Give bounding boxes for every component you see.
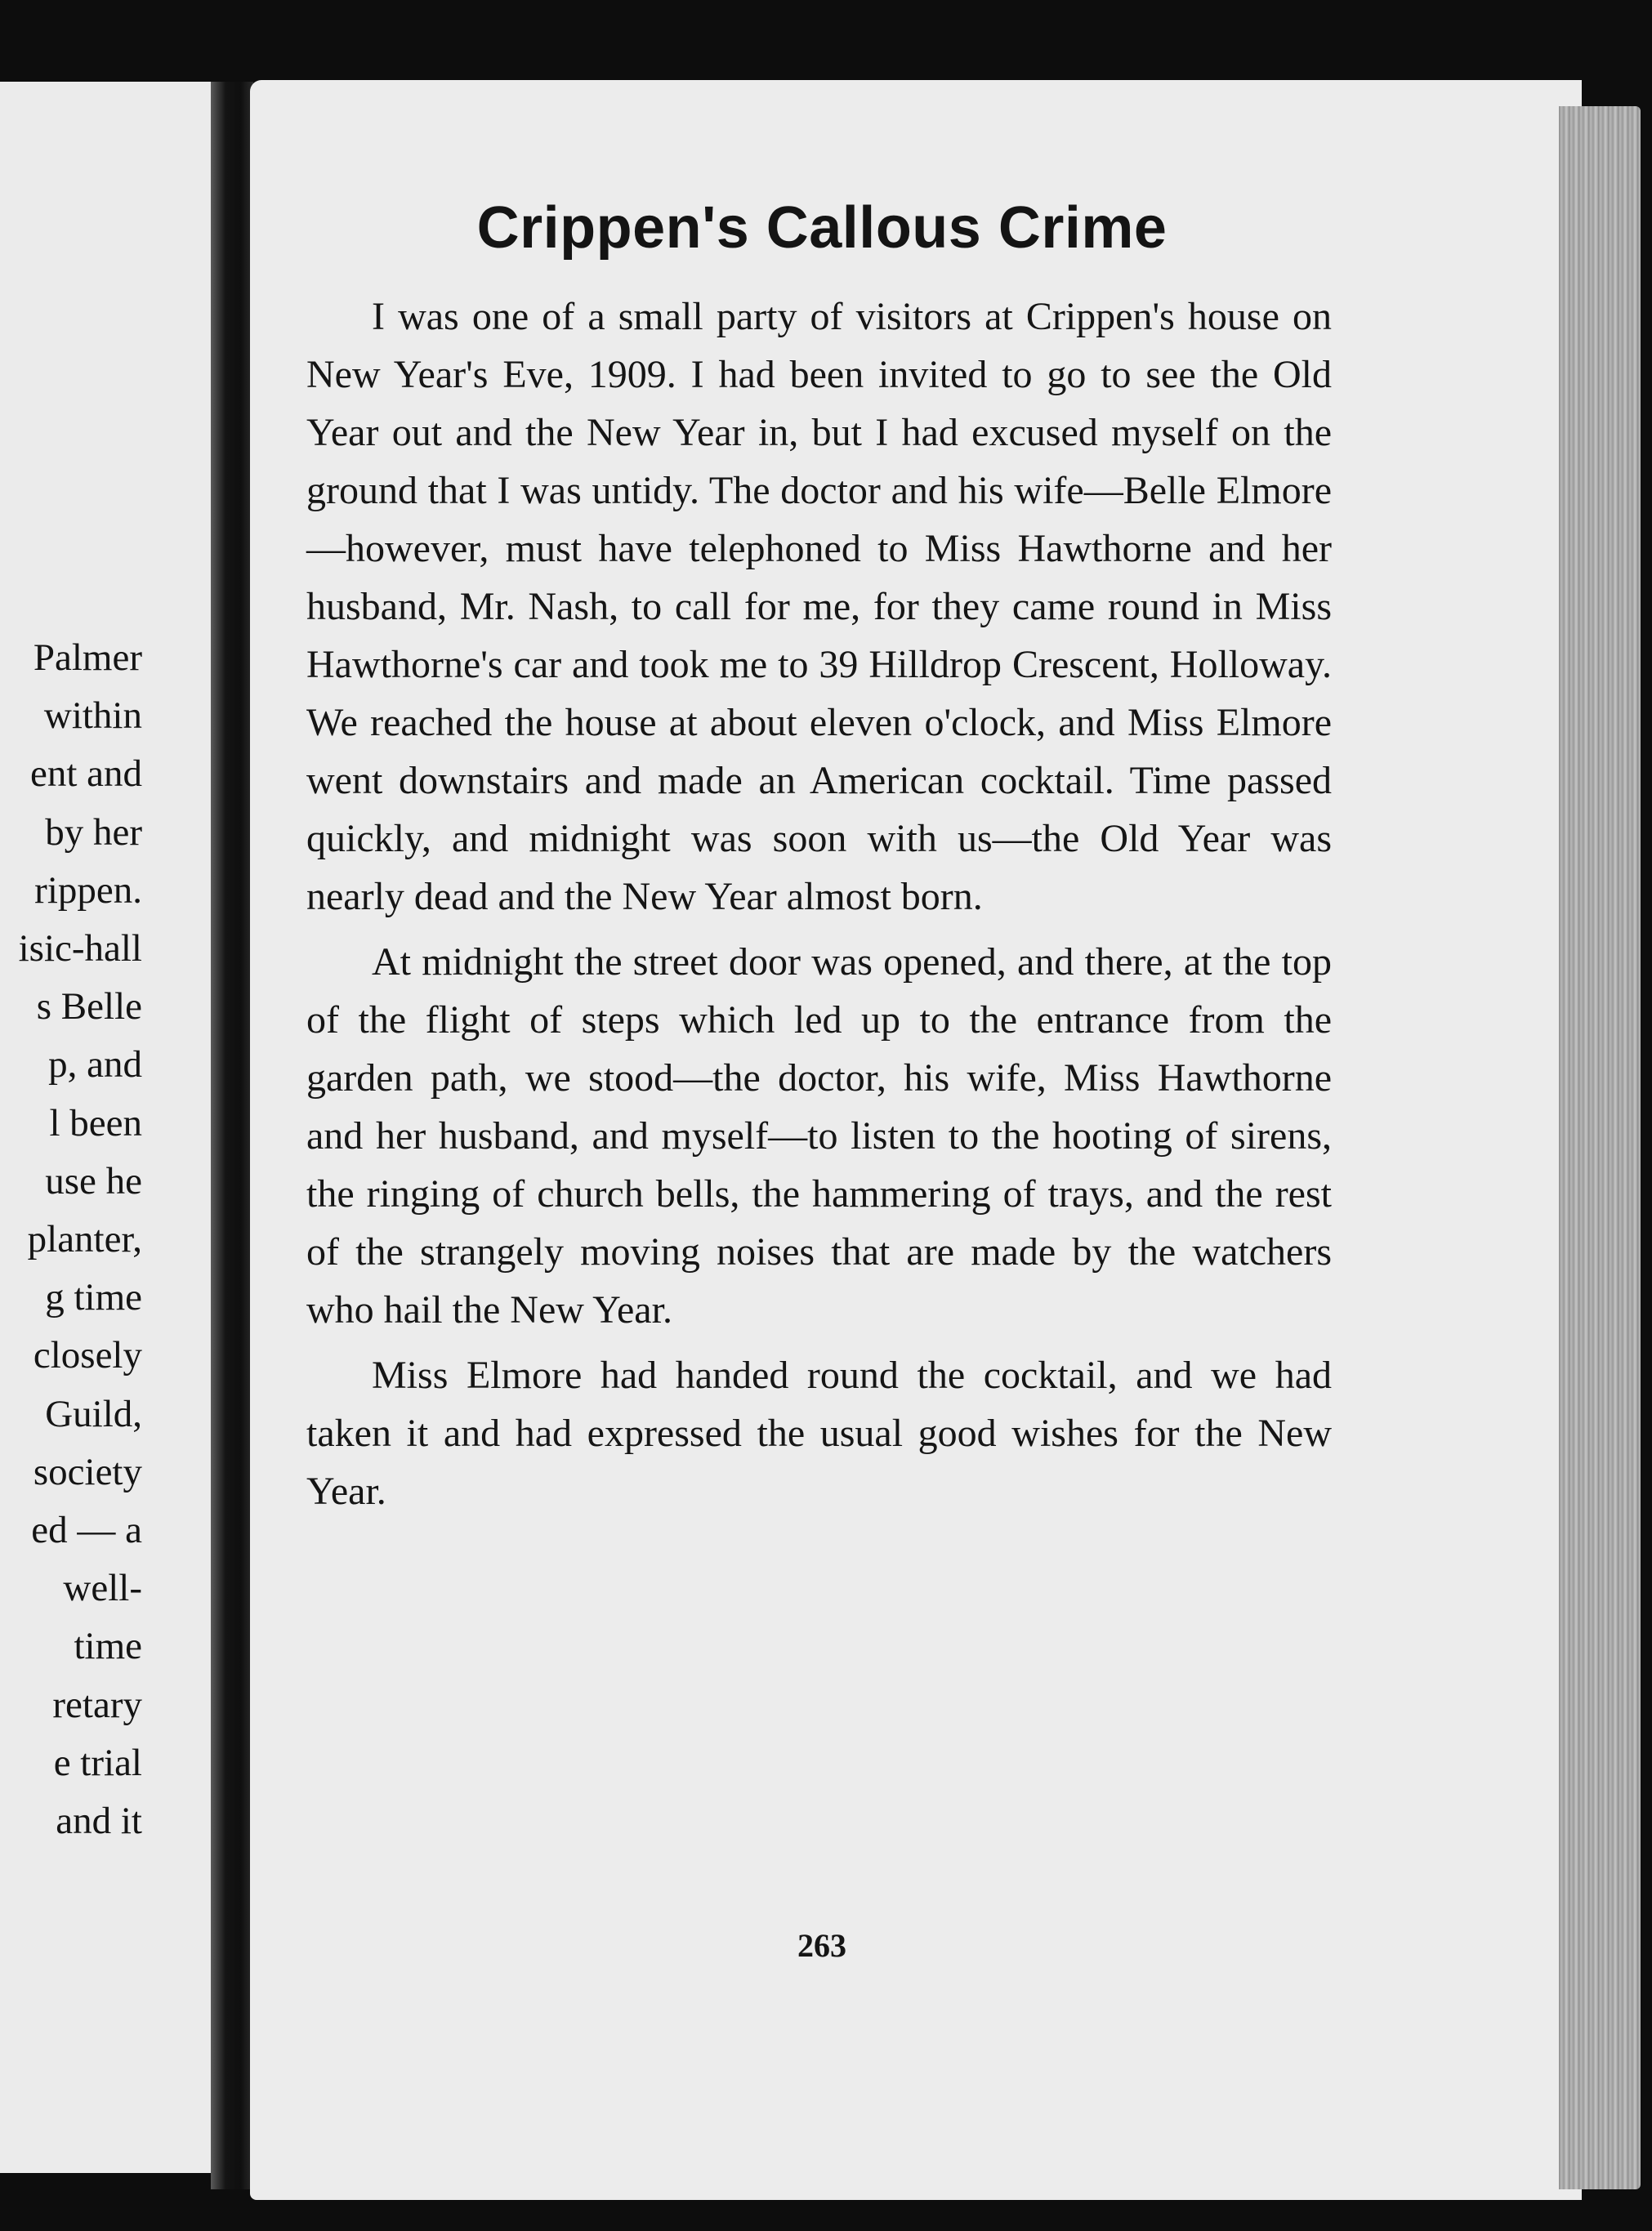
paragraph-2: At midnight the street door was opened, and there, at the top of the flight of steps which led up to the entrance from the garden path, we stood—the doctor, his wife, Miss Hawthorne and her husband, and myself—to listen to the hooting of sirens, the ringing of church bells, the hammering of trays, and the rest of the strangely moving noises that are made by the watchers who hail the New Year. xyxy=(306,940,1332,1332)
left-page-line: well- xyxy=(63,1567,142,1610)
left-page-line: planter, xyxy=(27,1218,142,1261)
left-page-line: and it xyxy=(56,1800,142,1843)
left-page-line: isic-hall xyxy=(18,927,142,970)
left-page-line: by her xyxy=(45,810,142,854)
page-edge xyxy=(1559,106,1641,2189)
left-page-line: l been xyxy=(49,1101,142,1145)
left-page-line: e trial xyxy=(53,1741,142,1784)
paragraph-3: Miss Elmore had handed round the cocktail, and we had taken it and had expressed the usual good wishes for the New Year. xyxy=(306,1354,1332,1513)
left-page-line: society xyxy=(33,1450,142,1493)
left-page-line: closely xyxy=(33,1334,142,1377)
left-page-line: g time xyxy=(45,1276,142,1319)
left-page-line: use he xyxy=(45,1159,142,1203)
left-page-text-fragments xyxy=(19,629,142,1850)
left-page-line: Palmer xyxy=(33,636,142,679)
left-page-line: p, and xyxy=(48,1043,142,1086)
chapter-title: Crippen's Callous Crime xyxy=(476,195,1168,261)
left-page-line: ent and xyxy=(29,752,142,796)
left-page-line: within xyxy=(43,694,142,738)
left-facing-page xyxy=(0,82,212,2173)
left-page-line: retary xyxy=(52,1683,142,1726)
left-page-line: time xyxy=(74,1625,142,1668)
page-number: 263 xyxy=(797,1927,846,1964)
book-gutter xyxy=(211,82,253,2189)
left-page-line: rippen. xyxy=(34,868,142,912)
paragraph-1: I was one of a small party of visitors at Crippen's house on New Year's Eve, 1909. I had been invited to go to see the Old Year out and the New Year in, but I had excused myself on the ground that I was untidy. The doctor and his wife—Belle Elmore—however, must have telephoned to Miss Hawthorne and her husband, Mr. Nash, to call for me, for they came round in Miss Hawthorne's car and took me to 39 Hilldrop Crescent, Holloway. We reached the house at about eleven o'clock, and Miss Elmore went downstairs and made an American cocktail. Time passed quickly, and midnight was soon with us—the Old Year was nearly dead and the New Year almost born. xyxy=(306,295,1332,918)
left-page-line: Guild, xyxy=(45,1392,142,1435)
body-text xyxy=(306,288,1332,1528)
left-page-line: s Belle xyxy=(36,985,142,1028)
left-page-line: ed — a xyxy=(31,1509,142,1552)
